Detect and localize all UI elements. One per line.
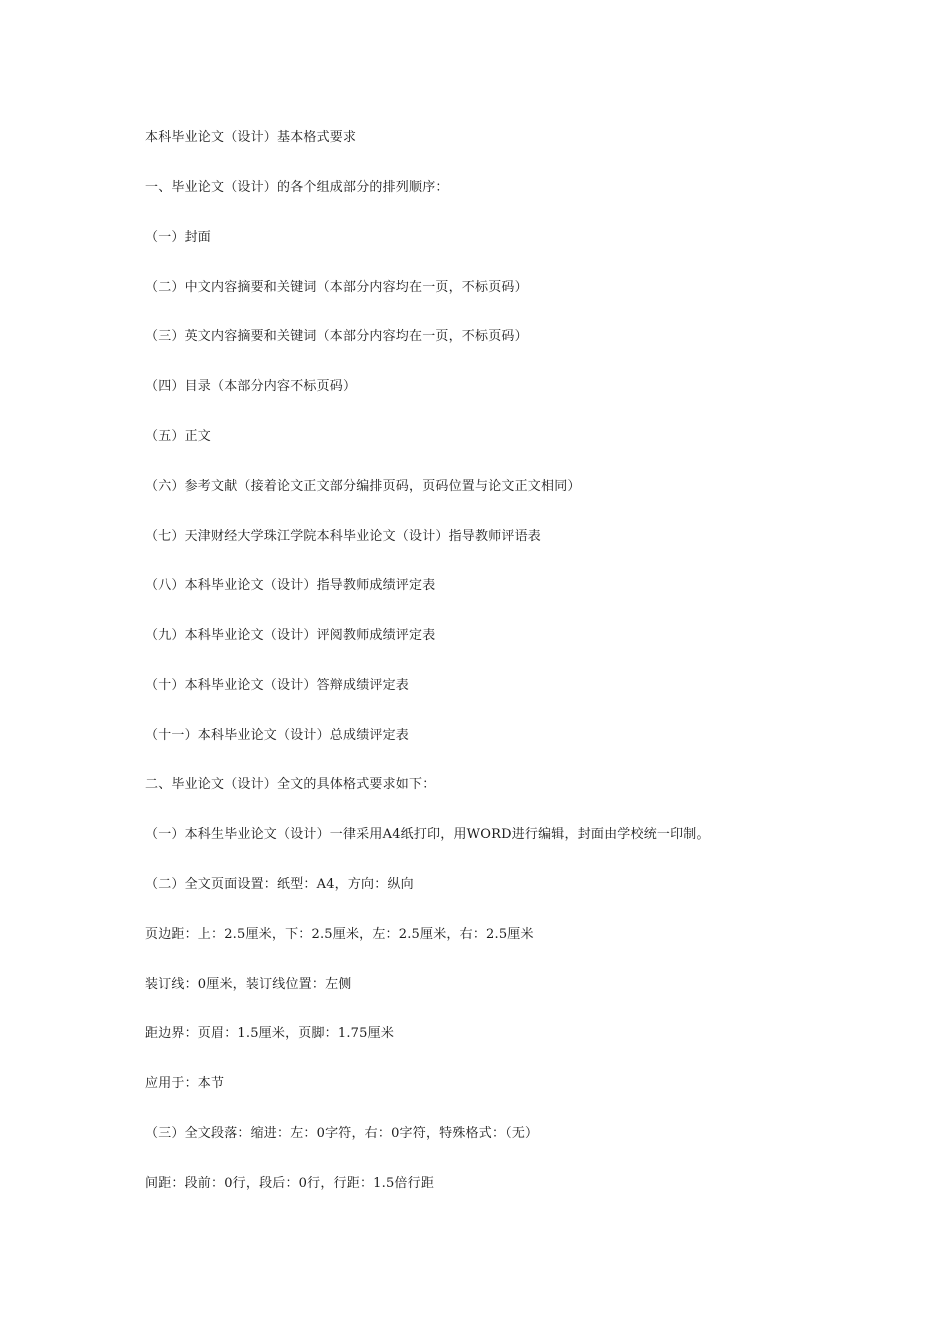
section-heading-order: 一、毕业论文（设计）的各个组成部分的排列顺序： (145, 180, 449, 195)
section-heading-format: 二、毕业论文（设计）全文的具体格式要求如下： (145, 777, 436, 792)
list-item: （六）参考文献（接着论文正文部分编排页码，页码位置与论文正文相同） (145, 479, 581, 494)
list-item: （五）正文 (145, 429, 212, 444)
list-item: （九）本科毕业论文（设计）评阅教师成绩评定表 (145, 628, 436, 643)
paragraph: 页边距：上：2.5厘米，下：2.5厘米，左：2.5厘米，右：2.5厘米 (145, 927, 534, 942)
list-item: （四）目录（本部分内容不标页码） (145, 379, 357, 394)
paragraph: （三）全文段落：缩进：左：0字符，右：0字符，特殊格式：（无） (145, 1126, 539, 1141)
list-item: （二）中文内容摘要和关键词（本部分内容均在一页，不标页码） (145, 280, 528, 295)
paragraph: 装订线：0厘米，装订线位置：左侧 (145, 977, 352, 992)
paragraph: 距边界：页眉：1.5厘米，页脚：1.75厘米 (145, 1026, 395, 1041)
list-item: （十一）本科毕业论文（设计）总成绩评定表 (145, 728, 410, 743)
list-item: （十）本科毕业论文（设计）答辩成绩评定表 (145, 678, 410, 693)
document-title: 本科毕业论文（设计）基本格式要求 (145, 130, 357, 145)
list-item: （七）天津财经大学珠江学院本科毕业论文（设计）指导教师评语表 (145, 529, 542, 544)
paragraph: （二）全文页面设置：纸型：A4，方向：纵向 (145, 877, 414, 892)
list-item: （八）本科毕业论文（设计）指导教师成绩评定表 (145, 578, 436, 593)
paragraph: 间距：段前：0行，段后：0行，行距：1.5倍行距 (145, 1176, 435, 1191)
list-item: （三）英文内容摘要和关键词（本部分内容均在一页，不标页码） (145, 329, 528, 344)
list-item: （一）封面 (145, 230, 212, 245)
paragraph: 应用于：本节 (145, 1076, 225, 1091)
paragraph: （一）本科生毕业论文（设计）一律采用A4纸打印，用WORD进行编辑，封面由学校统一印制。 (145, 827, 710, 842)
